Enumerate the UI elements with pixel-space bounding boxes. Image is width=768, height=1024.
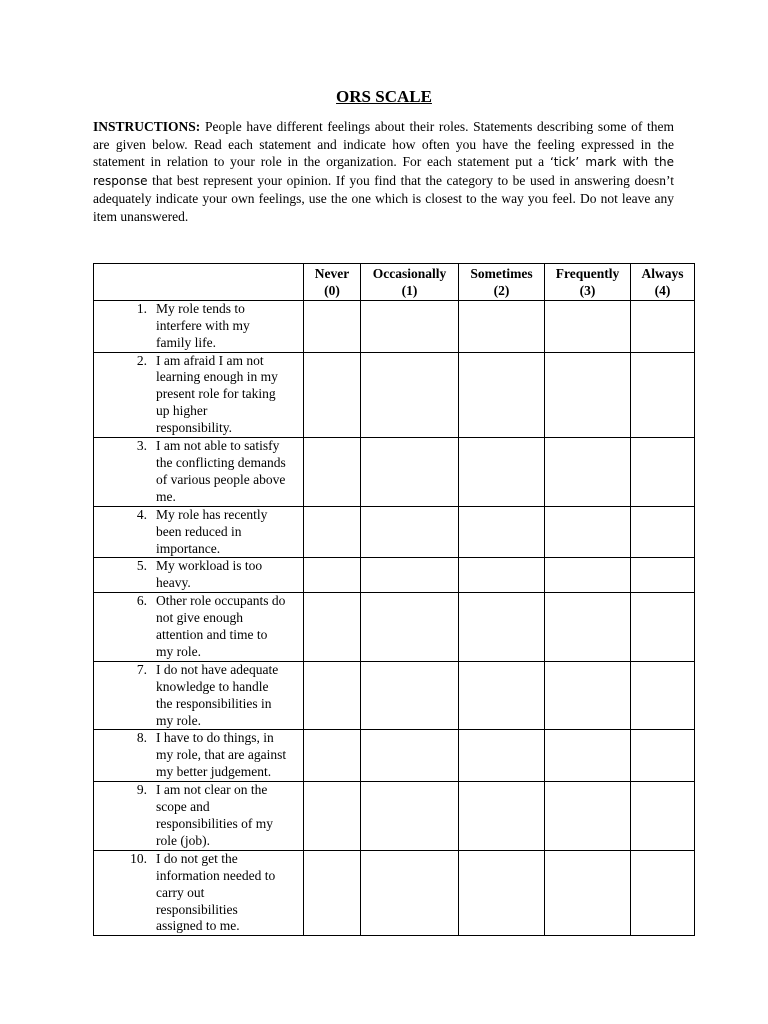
statement-item	[94, 558, 303, 592]
statement-text	[156, 851, 303, 936]
scale-label: Never	[314, 266, 350, 281]
instructions-label: INSTRUCTIONS:	[93, 119, 201, 134]
statement-cell	[94, 506, 304, 558]
response-cell-frequently[interactable]	[545, 661, 631, 730]
statement-line: present role for taking	[156, 386, 276, 402]
statement-item	[94, 438, 303, 506]
table-row	[94, 300, 695, 352]
statement-line: my role.	[156, 712, 201, 728]
statement-line: I do not have adequate	[156, 661, 279, 677]
statement-item	[94, 662, 303, 730]
response-cell-always[interactable]	[631, 300, 695, 352]
statement-line: assigned to me.	[156, 918, 240, 934]
response-cell-never[interactable]	[304, 506, 361, 558]
response-cell-never[interactable]	[304, 782, 361, 851]
table-row	[94, 661, 695, 730]
statement-cell	[94, 438, 304, 507]
ors-response-table	[93, 263, 695, 936]
statement-number: 1.	[136, 300, 147, 316]
statement-line: my role.	[156, 643, 201, 659]
statement-line: interfere with my	[156, 317, 250, 333]
statement-text	[156, 662, 303, 730]
statement-text	[156, 507, 303, 558]
response-cell-sometimes[interactable]	[459, 782, 545, 851]
statement-item	[94, 507, 303, 558]
statement-number: 4.	[136, 506, 147, 522]
statement-number: 3.	[136, 438, 147, 454]
response-cell-always[interactable]	[631, 352, 695, 438]
statement-text	[156, 558, 303, 592]
scale-header-never	[304, 264, 361, 301]
statement-line: I am afraid I am not	[156, 352, 264, 368]
statement-cell	[94, 730, 304, 782]
statement-cell	[94, 352, 304, 438]
statement-line: not give enough	[156, 610, 243, 626]
scale-label: Frequently	[555, 266, 620, 281]
statement-item	[94, 353, 303, 438]
response-cell-sometimes[interactable]	[459, 438, 545, 507]
statement-line: knowledge to handle	[156, 678, 269, 694]
response-cell-frequently[interactable]	[545, 506, 631, 558]
response-cell-never[interactable]	[304, 850, 361, 936]
statement-cell	[94, 593, 304, 662]
response-cell-occasionally[interactable]	[361, 593, 459, 662]
response-cell-frequently[interactable]	[545, 300, 631, 352]
response-cell-always[interactable]	[631, 506, 695, 558]
statement-line: My role has recently	[156, 506, 268, 522]
instructions-text-1: People have different feelings about their roles. Statements describing some of them are given below. Read each statement and indicate how often you have the feeling expressed in the statement in relation to your role in the organization. For each statement put a	[93, 119, 674, 170]
response-cell-never[interactable]	[304, 661, 361, 730]
response-cell-always[interactable]	[631, 782, 695, 851]
statement-line: my better judgement.	[156, 764, 272, 780]
statement-line: I do not get the	[156, 850, 238, 866]
statement-number: 10.	[130, 850, 147, 866]
statement-item	[94, 851, 303, 936]
statement-cell	[94, 782, 304, 851]
response-cell-never[interactable]	[304, 730, 361, 782]
response-cell-frequently[interactable]	[545, 438, 631, 507]
response-cell-never[interactable]	[304, 300, 361, 352]
statement-line: I have to do things, in	[156, 730, 274, 746]
statement-line: learning enough in my	[156, 369, 278, 385]
statement-line: role (job).	[156, 832, 210, 848]
response-cell-never[interactable]	[304, 352, 361, 438]
scale-header-frequently	[545, 264, 631, 301]
statement-cell	[94, 661, 304, 730]
statement-line: My workload is too	[156, 558, 263, 574]
response-cell-always[interactable]	[631, 850, 695, 936]
scale-value: (0)	[324, 282, 340, 298]
scale-value: (4)	[654, 282, 671, 298]
scale-value: (1)	[401, 282, 418, 298]
response-cell-never[interactable]	[304, 593, 361, 662]
statement-line: the conflicting demands	[156, 454, 286, 470]
response-cell-occasionally[interactable]	[361, 730, 459, 782]
response-cell-sometimes[interactable]	[459, 730, 545, 782]
statement-cell	[94, 558, 304, 593]
statement-line: up higher	[156, 403, 208, 419]
response-cell-occasionally[interactable]	[361, 558, 459, 593]
statement-line: Other role occupants do	[156, 593, 286, 609]
response-cell-frequently[interactable]	[545, 352, 631, 438]
response-cell-sometimes[interactable]	[459, 558, 545, 593]
response-cell-always[interactable]	[631, 438, 695, 507]
response-cell-always[interactable]	[631, 593, 695, 662]
table-row	[94, 782, 695, 851]
statement-line: me.	[156, 488, 176, 504]
statement-line: responsibility.	[156, 420, 232, 436]
statement-number: 2.	[136, 352, 147, 368]
statement-number: 5.	[136, 558, 147, 574]
table-row	[94, 730, 695, 782]
instructions-tick-phrase: ‘tick’ mark with the response	[93, 155, 674, 188]
statement-text	[156, 438, 303, 506]
statement-line: my role, that are against	[156, 747, 287, 763]
table-row	[94, 438, 695, 507]
response-cell-occasionally[interactable]	[361, 661, 459, 730]
instructions-paragraph	[93, 118, 674, 226]
response-cell-sometimes[interactable]	[459, 661, 545, 730]
table-row	[94, 850, 695, 936]
response-cell-occasionally[interactable]	[361, 850, 459, 936]
statement-line: attention and time to	[156, 627, 268, 643]
response-cell-always[interactable]	[631, 730, 695, 782]
statement-cell	[94, 850, 304, 936]
response-cell-never[interactable]	[304, 558, 361, 593]
scale-value: (3)	[579, 282, 596, 298]
response-cell-always[interactable]	[631, 558, 695, 593]
response-cell-occasionally[interactable]	[361, 506, 459, 558]
table-row	[94, 352, 695, 438]
scale-label: Sometimes	[470, 266, 533, 281]
response-cell-occasionally[interactable]	[361, 438, 459, 507]
response-cell-frequently[interactable]	[545, 850, 631, 936]
statement-line: I am not clear on the	[156, 782, 268, 798]
response-cell-occasionally[interactable]	[361, 352, 459, 438]
statement-text	[156, 730, 303, 781]
statement-line: been reduced in	[156, 523, 242, 539]
response-cell-frequently[interactable]	[545, 593, 631, 662]
table-row	[94, 593, 695, 662]
statement-line: carry out	[156, 884, 205, 900]
scale-label: Always	[641, 266, 684, 281]
response-cell-occasionally[interactable]	[361, 782, 459, 851]
instructions-text-2: that best represent your opinion. If you find that the category to be used in answering doesn’t adequately indicate your own feelings, use the one which is closest to the way you feel. Do not leave any item unanswered.	[93, 172, 674, 224]
page-title: ORS SCALE	[336, 87, 432, 106]
response-cell-frequently[interactable]	[545, 558, 631, 593]
table-row	[94, 506, 695, 558]
scale-header-always	[631, 264, 695, 301]
response-cell-sometimes[interactable]	[459, 850, 545, 936]
statement-line: scope and	[156, 799, 210, 815]
statement-item	[94, 782, 303, 850]
statement-line: information needed to	[156, 867, 276, 883]
statement-text	[156, 782, 303, 850]
response-cell-sometimes[interactable]	[459, 352, 545, 438]
scale-header-occasionally	[361, 264, 459, 301]
scale-label: Occasionally	[372, 266, 447, 281]
response-cell-sometimes[interactable]	[459, 300, 545, 352]
statement-item	[94, 301, 303, 352]
response-cell-sometimes[interactable]	[459, 593, 545, 662]
response-cell-sometimes[interactable]	[459, 506, 545, 558]
statement-line: of various people above	[156, 471, 286, 487]
statement-cell	[94, 300, 304, 352]
statement-text	[156, 353, 303, 438]
items-body	[94, 300, 695, 936]
statement-item	[94, 593, 303, 661]
response-cell-never[interactable]	[304, 438, 361, 507]
statement-text	[156, 301, 303, 352]
statement-line: importance.	[156, 540, 221, 556]
table-header-row	[94, 264, 695, 301]
statement-item	[94, 730, 303, 781]
statement-line: the responsibilities in	[156, 695, 272, 711]
statement-line: family life.	[156, 334, 216, 350]
statement-line: responsibilities	[156, 901, 238, 917]
response-cell-frequently[interactable]	[545, 730, 631, 782]
response-cell-frequently[interactable]	[545, 782, 631, 851]
statement-line: My role tends to	[156, 300, 245, 316]
statement-text	[156, 593, 303, 661]
statement-number: 8.	[136, 730, 147, 746]
scale-value: (2)	[493, 282, 510, 298]
statement-header-cell	[94, 264, 304, 301]
scale-header-sometimes	[459, 264, 545, 301]
statement-line: responsibilities of my	[156, 816, 273, 831]
response-cell-always[interactable]	[631, 661, 695, 730]
table-row	[94, 558, 695, 593]
statement-line: heavy.	[156, 575, 191, 591]
statement-number: 6.	[136, 593, 147, 609]
statement-number: 9.	[136, 782, 147, 798]
statement-number: 7.	[136, 661, 147, 677]
statement-line: I am not able to satisfy	[156, 438, 280, 454]
response-cell-occasionally[interactable]	[361, 300, 459, 352]
